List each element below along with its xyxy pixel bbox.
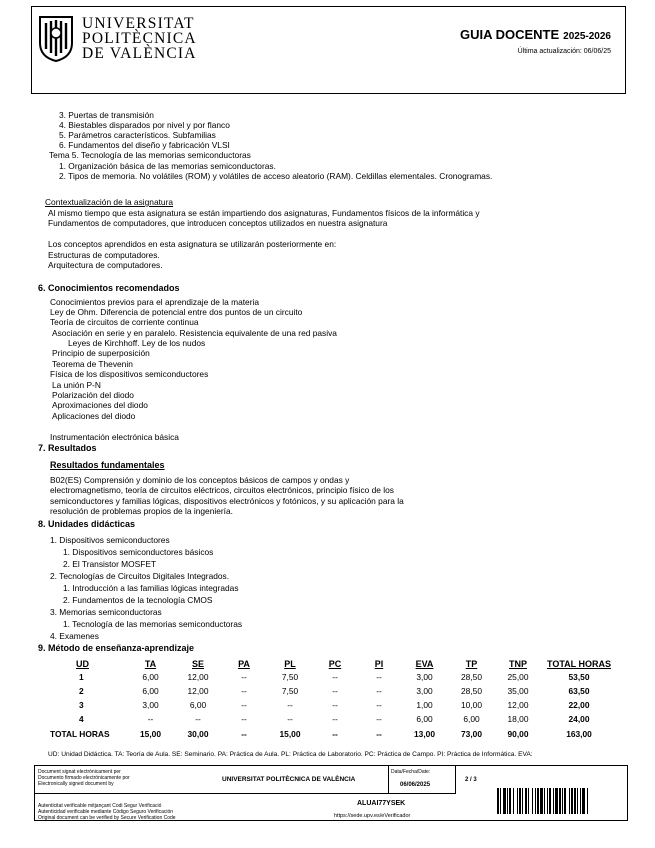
logo-line-2: POLITÈCNICA [82,30,197,47]
logo-line-3: DE VALÈNCIA [82,45,197,62]
table-cell: 28,50 [461,686,482,696]
unit-item: 1. Tecnología de las memorias semiconductoras [63,619,243,629]
col-header: EVA [415,658,434,669]
table-cell: 28,50 [461,672,482,682]
table-cell: 63,50 [568,686,590,696]
table-cell: TOTAL HORAS [50,729,110,739]
col-header: TOTAL HORAS [546,658,611,669]
list-item: Instrumentación electrónica básica [50,432,179,442]
table-total-row [46,726,617,742]
col-header: TNP [509,658,527,669]
table-cell: 3,00 [416,672,433,682]
list-item: Teorema de Thevenin [52,359,133,369]
table-cell: -- [241,714,247,724]
signed-line: Document signat electrònicament per [38,769,121,775]
col-header: PL [284,658,296,669]
list-item: La unión P-N [52,380,101,390]
table-cell: 4 [79,714,84,724]
verification-code: ALUAI77YSEK [357,800,406,807]
table-row [46,684,617,698]
list-item: Polarización del diodo [52,390,134,400]
table-cell: -- [332,686,338,696]
section-title: 6. Conocimientos recomendados [38,283,180,293]
table-cell: 12,00 [187,672,209,682]
table-cell: 35,00 [507,686,529,696]
col-header: TA [144,658,157,669]
unit-item: 2. El Transistor MOSFET [63,559,157,569]
table-cell: 15,00 [140,729,161,739]
table-cell: 7,50 [281,686,299,696]
table-cell: -- [147,714,154,724]
last-update: Última actualización: 06/06/25 [517,48,611,55]
list-item: Teoría de circuitos de corriente continua [50,317,199,327]
table-row [46,698,617,712]
context-text: Fundamentos de computadores, que introducen conceptos utilizados en nuestra asignatura [48,218,388,228]
table-cell: 15,00 [279,729,301,739]
list-item: Aproximaciones del diodo [52,400,148,410]
list-item: Asociación en serie y en paralelo. Resistencia equivalente de una red pasiva [52,328,337,338]
barcode-icon [497,788,620,814]
result-text: B02(ES) Comprensión y dominio de los conceptos básicos de campos y ondas y [50,475,350,485]
unit-item: 1. Dispositivos semiconductores [50,535,170,545]
unit-item: 1. Dispositivos semiconductores básicos [63,547,214,557]
page-title [460,27,611,42]
list-item: 2. Tipos de memoria. No volátiles (ROM) y volátiles de acceso aleatorio (RAM). Celdillas elementales. Cronogramas. [59,171,493,181]
col-header: TP [465,658,478,669]
verify-line: Original document can be verified by Secure Verification Code [38,815,176,821]
table-cell: 6,00 [416,714,433,724]
table-cell: 3 [79,700,84,710]
table-cell: 90,00 [507,729,529,739]
table-row [46,712,617,726]
table-cell: -- [332,714,338,724]
table-cell: -- [376,686,382,696]
footer-university: UNIVERSITAT POLITÈCNICA DE VALÈNCIA [222,776,356,783]
table-cell: 24,00 [568,714,590,724]
list-item: 1. Organización básica de las memorias semiconductoras. [59,161,276,171]
date-label: Data/Fecha/Date: [391,769,431,775]
page-number: 2 / 3 [465,777,477,783]
list-item: Leyes de Kirchhoff. Ley de los nudos [68,338,206,348]
table-cell: 6,00 [189,700,207,710]
table-cell: 2 [79,686,84,696]
table-cell: 1 [79,672,84,682]
context-text: Los conceptos aprendidos en esta asignatura se utilizarán posteriormente en: [48,239,337,249]
table-cell: -- [241,729,247,739]
table-legend: UD: Unidad Didáctica. TA: Teoría de Aula. SE: Seminario. PA: Práctica de Aula. PL: Práctica de Laboratorio. PC: Práctica de Campo. PI: Práctica de Informática. EVA: [48,751,533,758]
verification-url[interactable]: https://sede.upv.es/eVerificador [334,813,411,819]
signed-line: Documento firmado electrónicamente por [38,775,130,781]
signed-line: Electronically signed document by [38,781,114,787]
list-item: Conocimientos previos para el aprendizaje de la materia [50,297,260,307]
table-cell: 1,00 [416,700,433,710]
table-cell: 12,00 [187,686,209,696]
section-subtitle: Resultados fundamentales [50,460,165,470]
unit-item: 1. Introducción a las familias lógicas integradas [63,583,239,593]
list-item: Física de los dispositivos semiconductores [50,369,209,379]
list-item: Ley de Ohm. Diferencia de potencial entre dos puntos de un circuito [50,307,303,317]
table-cell: -- [241,672,247,682]
section-title: 8. Unidades didácticas [38,519,136,529]
table-cell: -- [195,714,201,724]
table-cell: 25,00 [507,672,529,682]
footer-date: 06/06/2025 [400,782,431,788]
list-item: 3. Puertas de transmisión [59,110,154,120]
table-cell: 7,50 [281,672,299,682]
table-cell: 6,00 [142,672,159,682]
table-cell: 53,50 [568,672,590,682]
table-cell: 73,00 [461,729,482,739]
context-heading: Contextualización de la asignatura [45,197,174,207]
table-cell: -- [332,700,338,710]
course-year: 2025-2026 [563,31,611,42]
list-item: 6. Fundamentos del diseño y fabricación VLSI [59,140,230,150]
table-cell: -- [287,700,293,710]
verify-line: Autenticitat verificable mitjançant Codi Segur Verificació [38,803,162,809]
col-header: PI [374,658,384,669]
table-header-row [46,657,617,670]
result-text: electromagnetismo, teoría de circuitos eléctricos, circuitos electrónicos, principio físico de los [50,485,394,495]
table-cell: -- [241,686,247,696]
table-cell: 13,00 [414,729,435,739]
table-cell: -- [376,700,382,710]
unit-item: 3. Memorias semiconductoras [50,607,162,617]
col-header: PA [238,658,250,669]
section-title: 7. Resultados [38,443,97,453]
list-item: 4. Biestables disparados por nivel y por flanco [59,120,230,130]
table-cell: 3,00 [416,686,433,696]
table-cell: -- [287,714,293,724]
table-cell: 10,00 [461,700,482,710]
col-header: SE [191,658,204,669]
table-cell: -- [332,672,338,682]
table-row [46,670,617,684]
result-text: semiconductores y familias lógicas, dispositivos electrónicos y fotónicos, y su aplicación para la [50,496,404,506]
list-item: Tema 5. Tecnología de las memorias semiconductoras [49,150,251,160]
unit-item: 4. Examenes [50,631,99,641]
table-cell: 3,00 [142,700,159,710]
result-text: resolución de problemas propios de la ingeniería. [50,506,233,516]
verify-line: Autenticidad verificable mediante Código Seguro Verificación [38,809,174,815]
table-cell: 22,00 [568,700,590,710]
unit-item: 2. Fundamentos de la tecnología CMOS [63,595,213,605]
university-logo-icon [38,15,74,62]
methodology-table [46,657,617,742]
list-item: Aplicaciones del diodo [52,411,136,421]
list-item: Principio de superposición [52,348,150,358]
list-item: 5. Parámetros característicos. Subfamilias [59,130,216,140]
table-cell: -- [376,672,382,682]
table-cell: 6,00 [463,714,480,724]
context-text: Al mismo tiempo que esta asignatura se están impartiendo dos asignaturas, Fundamentos físicos de la informática y [48,208,480,218]
table-cell: 6,00 [142,686,159,696]
table-cell: -- [376,714,382,724]
table-cell: -- [376,729,382,739]
context-text: Arquitectura de computadores. [48,260,163,270]
table-cell: -- [332,729,338,739]
table-cell: -- [241,700,247,710]
context-text: Estructuras de computadores. [48,250,160,260]
table-cell: 163,00 [566,729,592,739]
section-title: 9. Método de enseñanza-aprendizaje [38,643,195,653]
unit-item: 2. Tecnologías de Circuitos Digitales Integrados. [50,571,230,581]
col-header: PC [328,658,342,669]
table-cell: 18,00 [507,714,529,724]
table-cell: 12,00 [507,700,529,710]
title-text: GUIA DOCENTE [459,27,560,42]
logo-line-1: UNIVERSITAT [82,15,195,32]
table-cell: 30,00 [187,729,209,739]
col-header: UD [76,658,89,669]
